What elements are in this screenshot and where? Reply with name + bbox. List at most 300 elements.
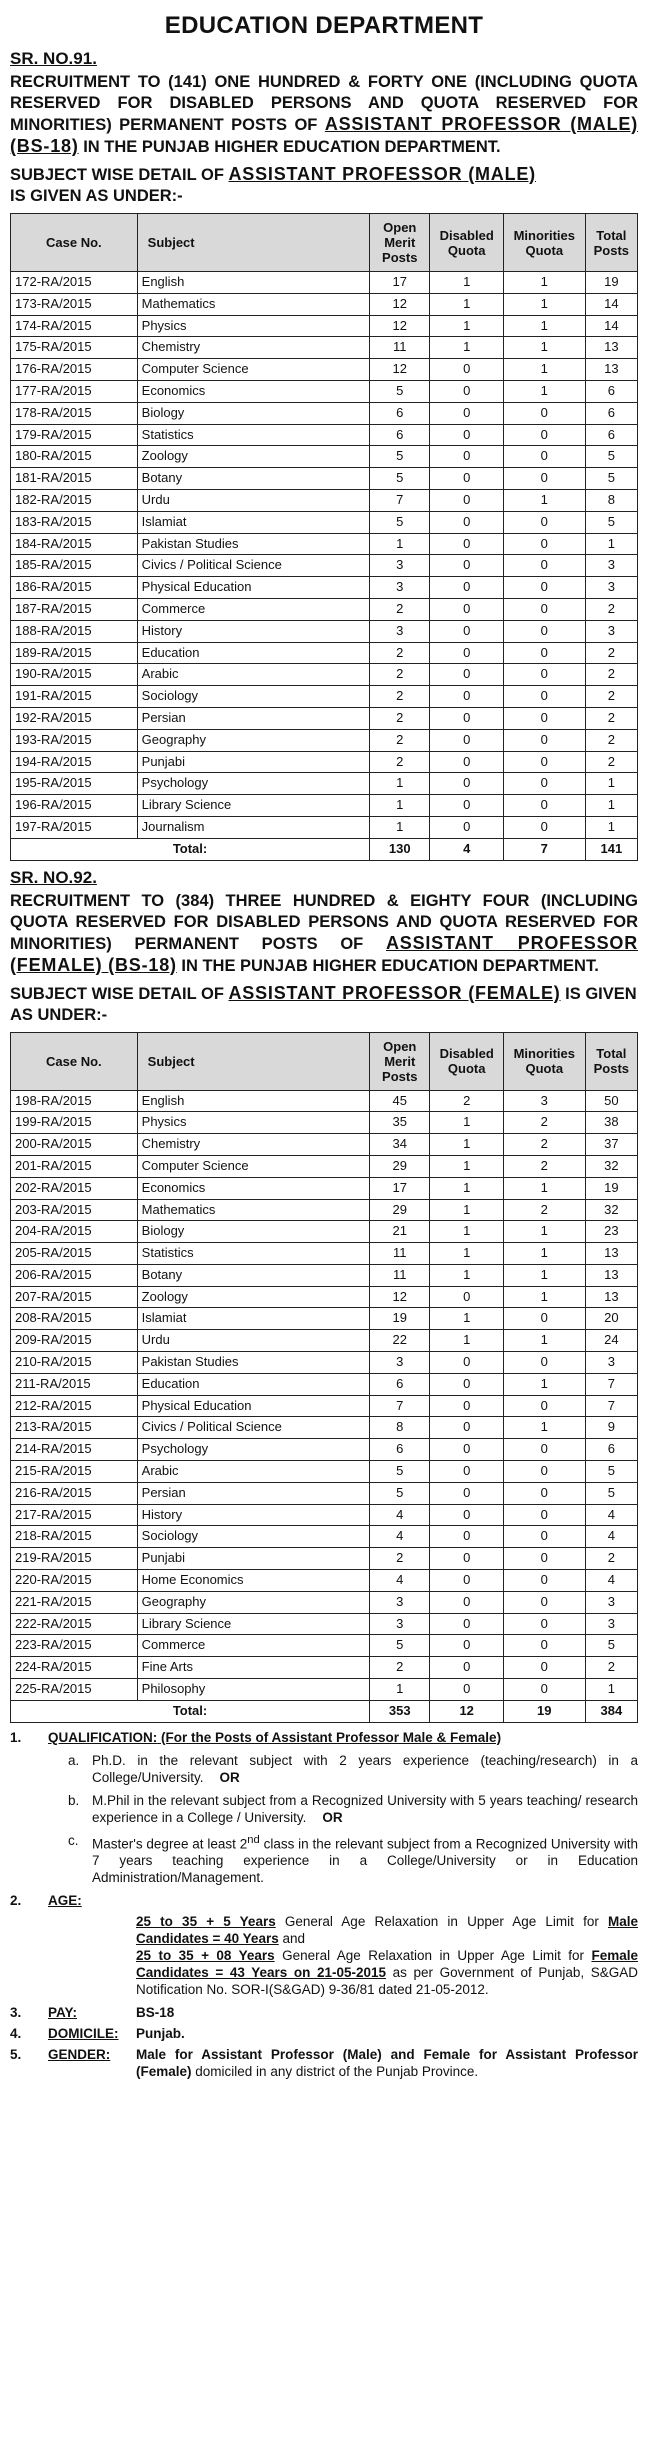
subject-cell: Biology (137, 1221, 369, 1243)
open-merit-cell: 5 (370, 1635, 430, 1657)
subject-cell: Zoology (137, 446, 369, 468)
table-row (11, 729, 638, 751)
subject-cell: Islamiat (137, 511, 369, 533)
open-merit-cell: 2 (370, 1548, 430, 1570)
disabled-quota-cell: 1 (430, 337, 503, 359)
minorities-quota-cell: 0 (503, 642, 585, 664)
table-row (11, 511, 638, 533)
case-no-cell: 189-RA/2015 (11, 642, 138, 664)
total-open-merit: 353 (370, 1700, 430, 1722)
disabled-quota-cell: 0 (430, 1526, 503, 1548)
department-title: EDUCATION DEPARTMENT (164, 12, 484, 39)
total-posts-cell: 13 (585, 1243, 637, 1265)
pay-row: 3. PAY: BS-18 (10, 2004, 638, 2021)
minorities-quota-cell: 1 (503, 489, 585, 511)
subject-cell: Commerce (137, 598, 369, 620)
subject-cell: Physics (137, 315, 369, 337)
open-merit-cell: 7 (370, 1395, 430, 1417)
subject-cell: Civics / Political Science (137, 555, 369, 577)
open-merit-cell: 2 (370, 598, 430, 620)
table-row (11, 1417, 638, 1439)
subject-cell: Sociology (137, 686, 369, 708)
total-posts-cell: 5 (585, 1461, 637, 1483)
disabled-quota-cell: 0 (430, 1635, 503, 1657)
total-posts-cell: 38 (585, 1112, 637, 1134)
minorities-quota-cell: 1 (503, 380, 585, 402)
table-row (11, 795, 638, 817)
table-row (11, 1286, 638, 1308)
disabled-quota-cell: 0 (430, 1482, 503, 1504)
total-posts-cell: 3 (585, 1591, 637, 1613)
header-open-merit: Open Merit Posts (370, 1032, 430, 1090)
minorities-quota-cell: 0 (503, 1461, 585, 1483)
disabled-quota-cell: 0 (430, 1504, 503, 1526)
case-no-cell: 206-RA/2015 (11, 1264, 138, 1286)
subject-cell: Chemistry (137, 337, 369, 359)
open-merit-cell: 3 (370, 577, 430, 599)
table-row (11, 1657, 638, 1679)
disabled-quota-cell: 0 (430, 642, 503, 664)
table-row (11, 1635, 638, 1657)
subject-cell: Home Economics (137, 1570, 369, 1592)
header-total-posts: Total Posts (585, 214, 637, 272)
case-no-cell: 214-RA/2015 (11, 1439, 138, 1461)
subject-cell: Physics (137, 1112, 369, 1134)
minorities-quota-cell: 0 (503, 773, 585, 795)
minorities-quota-cell: 1 (503, 337, 585, 359)
disabled-quota-cell: 0 (430, 359, 503, 381)
case-no-cell: 184-RA/2015 (11, 533, 138, 555)
total-posts-cell: 2 (585, 729, 637, 751)
domicile-row: 4. DOMICILE: Punjab. (10, 2025, 638, 2042)
case-no-cell: 179-RA/2015 (11, 424, 138, 446)
case-no-cell: 202-RA/2015 (11, 1177, 138, 1199)
table-row (11, 1548, 638, 1570)
open-merit-cell: 17 (370, 272, 430, 294)
case-no-cell: 193-RA/2015 (11, 729, 138, 751)
sr92-description: RECRUITMENT TO (384) THREE HUNDRED & EIGHTY FOUR (INCLUDING QUOTA RESERVED FOR DISABLED PERSONS AND QUOTA RESERVED FOR MINORITIES) PERMANENT POSTS OF ASSISTANT PROFESSOR (FEMALE) (BS-18) IN THE PUNJAB HIGHER EDUCATION DEPARTMENT. (10, 891, 638, 975)
table-row (11, 293, 638, 315)
table-row (11, 1330, 638, 1352)
total-posts-cell: 2 (585, 1548, 637, 1570)
qualification-row: 1. QUALIFICATION: (For the Posts of Assistant Professor Male & Female) (10, 1729, 502, 1745)
table-row (11, 1504, 638, 1526)
header-total-posts: Total Posts (585, 1032, 637, 1090)
minorities-quota-cell: 0 (503, 402, 585, 424)
sr91-subject-post: ASSISTANT PROFESSOR (MALE) (228, 164, 536, 184)
disabled-quota-cell: 0 (430, 1352, 503, 1374)
disabled-quota-cell: 1 (430, 1308, 503, 1330)
open-merit-cell: 1 (370, 816, 430, 838)
open-merit-cell: 22 (370, 1330, 430, 1352)
total-posts-cell: 4 (585, 1526, 637, 1548)
subject-cell: Statistics (137, 1243, 369, 1265)
sr91-table (10, 213, 638, 861)
table-row (11, 380, 638, 402)
disabled-quota-cell: 0 (430, 1395, 503, 1417)
grand-total: 384 (585, 1700, 637, 1722)
disabled-quota-cell: 0 (430, 446, 503, 468)
case-no-cell: 224-RA/2015 (11, 1657, 138, 1679)
pay-value: BS-18 (136, 2005, 175, 2021)
table-row (11, 1199, 638, 1221)
subject-cell: History (137, 620, 369, 642)
total-disabled: 12 (430, 1700, 503, 1722)
subject-cell: Arabic (137, 1461, 369, 1483)
open-merit-cell: 29 (370, 1199, 430, 1221)
total-posts-cell: 6 (585, 1439, 637, 1461)
total-posts-cell: 32 (585, 1155, 637, 1177)
total-posts-cell: 1 (585, 795, 637, 817)
case-no-cell: 203-RA/2015 (11, 1199, 138, 1221)
disabled-quota-cell: 0 (430, 489, 503, 511)
gender-value: Male for Assistant Professor (Male) and Female for Assistant Professor (Female) domiciled in any district of the Punjab Province. (136, 2047, 638, 2080)
table-header-row (11, 214, 638, 272)
subject-cell: Punjabi (137, 1548, 369, 1570)
total-posts-cell: 1 (585, 773, 637, 795)
case-no-cell: 183-RA/2015 (11, 511, 138, 533)
subject-cell: Arabic (137, 664, 369, 686)
case-no-cell: 205-RA/2015 (11, 1243, 138, 1265)
table-row (11, 359, 638, 381)
table-row (11, 751, 638, 773)
open-merit-cell: 1 (370, 773, 430, 795)
open-merit-cell: 2 (370, 729, 430, 751)
total-posts-cell: 5 (585, 511, 637, 533)
open-merit-cell: 1 (370, 533, 430, 555)
disabled-quota-cell: 0 (430, 729, 503, 751)
disabled-quota-cell: 1 (430, 1330, 503, 1352)
minorities-quota-cell: 0 (503, 1657, 585, 1679)
minorities-quota-cell: 0 (503, 1570, 585, 1592)
total-posts-cell: 2 (585, 686, 637, 708)
case-no-cell: 175-RA/2015 (11, 337, 138, 359)
subject-cell: Philosophy (137, 1679, 369, 1701)
table-row (11, 402, 638, 424)
total-posts-cell: 2 (585, 1657, 637, 1679)
sr91-description: RECRUITMENT TO (141) ONE HUNDRED & FORTY ONE (INCLUDING QUOTA RESERVED FOR DISABLED PERSONS AND QUOTA RESERVED FOR MINORITIES) PERMANENT POSTS OF ASSISTANT PROFESSOR (MALE) (BS-18) IN THE PUNJAB HIGHER EDUCATION DEPARTMENT. (10, 73, 638, 156)
open-merit-cell: 6 (370, 1373, 430, 1395)
open-merit-cell: 2 (370, 751, 430, 773)
open-merit-cell: 7 (370, 489, 430, 511)
total-posts-cell: 13 (585, 1264, 637, 1286)
minorities-quota-cell: 1 (503, 1373, 585, 1395)
case-no-cell: 188-RA/2015 (11, 620, 138, 642)
open-merit-cell: 2 (370, 707, 430, 729)
subject-cell: Commerce (137, 1635, 369, 1657)
conditions-section (10, 1729, 638, 2081)
table-row (11, 1679, 638, 1701)
table-row (11, 1264, 638, 1286)
case-no-cell: 182-RA/2015 (11, 489, 138, 511)
table-row (11, 577, 638, 599)
case-no-cell: 218-RA/2015 (11, 1526, 138, 1548)
qualification-option-b: b. M.Phil in the relevant subject from a Recognized University with 5 years teaching/ research experience in a College / University. OR (68, 1792, 638, 1825)
open-merit-cell: 2 (370, 642, 430, 664)
total-posts-cell: 7 (585, 1395, 637, 1417)
table-row (11, 1613, 638, 1635)
open-merit-cell: 3 (370, 1591, 430, 1613)
pay-label: PAY: (48, 2005, 78, 2021)
header-open-merit: Open Merit Posts (370, 214, 430, 272)
table-row (11, 1112, 638, 1134)
subject-cell: Chemistry (137, 1134, 369, 1156)
disabled-quota-cell: 0 (430, 773, 503, 795)
table-row (11, 664, 638, 686)
total-posts-cell: 3 (585, 555, 637, 577)
case-no-cell: 181-RA/2015 (11, 468, 138, 490)
minorities-quota-cell: 0 (503, 795, 585, 817)
total-posts-cell: 23 (585, 1221, 637, 1243)
case-no-cell: 198-RA/2015 (11, 1090, 138, 1112)
case-no-cell: 221-RA/2015 (11, 1591, 138, 1613)
disabled-quota-cell: 1 (430, 1243, 503, 1265)
disabled-quota-cell: 0 (430, 598, 503, 620)
total-posts-cell: 6 (585, 402, 637, 424)
disabled-quota-cell: 0 (430, 686, 503, 708)
sr91-post-name: ASSISTANT PROFESSOR (MALE) (BS-18) (10, 114, 638, 156)
disabled-quota-cell: 0 (430, 1461, 503, 1483)
subject-cell: Physical Education (137, 577, 369, 599)
open-merit-cell: 3 (370, 620, 430, 642)
gender-row: 5. GENDER: Male for Assistant Professor (Male) and Female for Assistant Professor (Female) domiciled in any district of the Punjab Province. (10, 2047, 638, 2080)
disabled-quota-cell: 0 (430, 1613, 503, 1635)
disabled-quota-cell: 0 (430, 620, 503, 642)
table-row (11, 1177, 638, 1199)
table-row (11, 1570, 638, 1592)
subject-cell: English (137, 1090, 369, 1112)
table-row (11, 620, 638, 642)
disabled-quota-cell: 0 (430, 402, 503, 424)
case-no-cell: 180-RA/2015 (11, 446, 138, 468)
case-no-cell: 200-RA/2015 (11, 1134, 138, 1156)
qualification-option-c: c. Master's degree at least 2nd class in the relevant subject from a Recognized University with 7 years teaching experience in a College/University or in Education Administration/Management. (68, 1832, 638, 1886)
case-no-cell: 212-RA/2015 (11, 1395, 138, 1417)
open-merit-cell: 5 (370, 1482, 430, 1504)
table-row (11, 1482, 638, 1504)
total-minorities: 19 (503, 1700, 585, 1722)
disabled-quota-cell: 1 (430, 1221, 503, 1243)
table-row (11, 424, 638, 446)
minorities-quota-cell: 1 (503, 1177, 585, 1199)
disabled-quota-cell: 0 (430, 1679, 503, 1701)
table-row (11, 468, 638, 490)
case-no-cell: 222-RA/2015 (11, 1613, 138, 1635)
total-posts-cell: 5 (585, 1482, 637, 1504)
table-row (11, 337, 638, 359)
open-merit-cell: 8 (370, 1417, 430, 1439)
disabled-quota-cell: 1 (430, 315, 503, 337)
minorities-quota-cell: 2 (503, 1155, 585, 1177)
subject-cell: Geography (137, 729, 369, 751)
subject-cell: Zoology (137, 1286, 369, 1308)
subject-cell: Psychology (137, 773, 369, 795)
total-posts-cell: 1 (585, 816, 637, 838)
subject-cell: Sociology (137, 1526, 369, 1548)
disabled-quota-cell: 0 (430, 577, 503, 599)
total-posts-cell: 4 (585, 1570, 637, 1592)
minorities-quota-cell: 0 (503, 511, 585, 533)
open-merit-cell: 17 (370, 1177, 430, 1199)
case-no-cell: 196-RA/2015 (11, 795, 138, 817)
disabled-quota-cell: 0 (430, 424, 503, 446)
case-no-cell: 215-RA/2015 (11, 1461, 138, 1483)
table-row (11, 1461, 638, 1483)
open-merit-cell: 4 (370, 1526, 430, 1548)
qualification-heading: QUALIFICATION: (For the Posts of Assistant Professor Male & Female) (48, 1729, 502, 1745)
total-posts-cell: 19 (585, 1177, 637, 1199)
open-merit-cell: 3 (370, 1613, 430, 1635)
case-no-cell: 216-RA/2015 (11, 1482, 138, 1504)
subject-cell: Psychology (137, 1439, 369, 1461)
case-no-cell: 209-RA/2015 (11, 1330, 138, 1352)
age-row: 2. AGE: (10, 1893, 82, 1909)
disabled-quota-cell: 1 (430, 1177, 503, 1199)
minorities-quota-cell: 1 (503, 1264, 585, 1286)
minorities-quota-cell: 0 (503, 686, 585, 708)
total-label: Total: (11, 838, 370, 860)
table-row (11, 1134, 638, 1156)
total-posts-cell: 32 (585, 1199, 637, 1221)
minorities-quota-cell: 0 (503, 577, 585, 599)
table-row (11, 1395, 638, 1417)
total-posts-cell: 1 (585, 533, 637, 555)
minorities-quota-cell: 0 (503, 729, 585, 751)
subject-cell: Islamiat (137, 1308, 369, 1330)
case-no-cell: 177-RA/2015 (11, 380, 138, 402)
open-merit-cell: 11 (370, 1243, 430, 1265)
table-row (11, 489, 638, 511)
subject-cell: Physical Education (137, 1395, 369, 1417)
case-no-cell: 204-RA/2015 (11, 1221, 138, 1243)
table-header-row (11, 1032, 638, 1090)
header-subject: Subject (137, 1032, 369, 1090)
minorities-quota-cell: 3 (503, 1090, 585, 1112)
sr92-table (10, 1032, 638, 1723)
header-case-no: Case No. (11, 214, 138, 272)
total-posts-cell: 2 (585, 642, 637, 664)
disabled-quota-cell: 0 (430, 707, 503, 729)
subject-cell: Pakistan Studies (137, 533, 369, 555)
minorities-quota-cell: 1 (503, 272, 585, 294)
total-posts-cell: 3 (585, 1613, 637, 1635)
disabled-quota-cell: 1 (430, 1112, 503, 1134)
age-details: 25 to 35 + 5 Years General Age Relaxation in Upper Age Limit for Male Candidates = 40 Years and 25 to 35 + 08 Years General Age Relaxation in Upper Age Limit for Female Candidates = 43 Years on 21-05-2015 as per Government of Punjab, S&GAD Notification No. SOR-I(S&GAD) 9-36/81 dated 21-05-2012. (136, 1914, 639, 1998)
case-no-cell: 219-RA/2015 (11, 1548, 138, 1570)
case-no-cell: 190-RA/2015 (11, 664, 138, 686)
subject-cell: Persian (137, 707, 369, 729)
subject-cell: Computer Science (137, 359, 369, 381)
open-merit-cell: 5 (370, 511, 430, 533)
open-merit-cell: 5 (370, 468, 430, 490)
case-no-cell: 217-RA/2015 (11, 1504, 138, 1526)
subject-cell: English (137, 272, 369, 294)
subject-cell: Persian (137, 1482, 369, 1504)
minorities-quota-cell: 1 (503, 293, 585, 315)
disabled-quota-cell: 2 (430, 1090, 503, 1112)
disabled-quota-cell: 0 (430, 380, 503, 402)
total-minorities: 7 (503, 838, 585, 860)
open-merit-cell: 1 (370, 1679, 430, 1701)
subject-cell: History (137, 1504, 369, 1526)
open-merit-cell: 3 (370, 1352, 430, 1374)
total-disabled: 4 (430, 838, 503, 860)
minorities-quota-cell: 0 (503, 816, 585, 838)
case-no-cell: 173-RA/2015 (11, 293, 138, 315)
total-row (11, 1700, 638, 1722)
subject-cell: Geography (137, 1591, 369, 1613)
table-row (11, 1526, 638, 1548)
table-row (11, 1155, 638, 1177)
table-row (11, 1591, 638, 1613)
open-merit-cell: 12 (370, 1286, 430, 1308)
minorities-quota-cell: 0 (503, 1679, 585, 1701)
total-posts-cell: 50 (585, 1090, 637, 1112)
header-minorities-quota: Minorities Quota (503, 1032, 585, 1090)
subject-cell: Economics (137, 1177, 369, 1199)
subject-cell: Fine Arts (137, 1657, 369, 1679)
disabled-quota-cell: 0 (430, 511, 503, 533)
sr92-subject-post: ASSISTANT PROFESSOR (FEMALE) (228, 982, 561, 1003)
case-no-cell: 187-RA/2015 (11, 598, 138, 620)
total-posts-cell: 2 (585, 664, 637, 686)
disabled-quota-cell: 0 (430, 1657, 503, 1679)
total-posts-cell: 8 (585, 489, 637, 511)
case-no-cell: 186-RA/2015 (11, 577, 138, 599)
disabled-quota-cell: 0 (430, 816, 503, 838)
disabled-quota-cell: 0 (430, 468, 503, 490)
total-row (11, 838, 638, 860)
table-row (11, 533, 638, 555)
total-posts-cell: 6 (585, 380, 637, 402)
open-merit-cell: 45 (370, 1090, 430, 1112)
disabled-quota-cell: 1 (430, 1134, 503, 1156)
disabled-quota-cell: 0 (430, 533, 503, 555)
open-merit-cell: 21 (370, 1221, 430, 1243)
subject-cell: Civics / Political Science (137, 1417, 369, 1439)
open-merit-cell: 29 (370, 1155, 430, 1177)
open-merit-cell: 6 (370, 424, 430, 446)
table-row (11, 315, 638, 337)
table-row (11, 1221, 638, 1243)
minorities-quota-cell: 0 (503, 1635, 585, 1657)
open-merit-cell: 19 (370, 1308, 430, 1330)
sr91-table-body (11, 272, 638, 861)
disabled-quota-cell: 0 (430, 1286, 503, 1308)
total-posts-cell: 14 (585, 315, 637, 337)
subject-cell: Library Science (137, 795, 369, 817)
case-no-cell: 210-RA/2015 (11, 1352, 138, 1374)
open-merit-cell: 5 (370, 446, 430, 468)
minorities-quota-cell: 0 (503, 533, 585, 555)
disabled-quota-cell: 1 (430, 1155, 503, 1177)
total-posts-cell: 5 (585, 468, 637, 490)
minorities-quota-cell: 0 (503, 664, 585, 686)
table-row (11, 1308, 638, 1330)
subject-cell: Journalism (137, 816, 369, 838)
disabled-quota-cell: 0 (430, 1570, 503, 1592)
total-posts-cell: 3 (585, 577, 637, 599)
case-no-cell: 207-RA/2015 (11, 1286, 138, 1308)
total-posts-cell: 5 (585, 446, 637, 468)
minorities-quota-cell: 0 (503, 620, 585, 642)
case-no-cell: 197-RA/2015 (11, 816, 138, 838)
open-merit-cell: 11 (370, 1264, 430, 1286)
table-row (11, 686, 638, 708)
minorities-quota-cell: 0 (503, 1504, 585, 1526)
case-no-cell: 194-RA/2015 (11, 751, 138, 773)
disabled-quota-cell: 1 (430, 1199, 503, 1221)
